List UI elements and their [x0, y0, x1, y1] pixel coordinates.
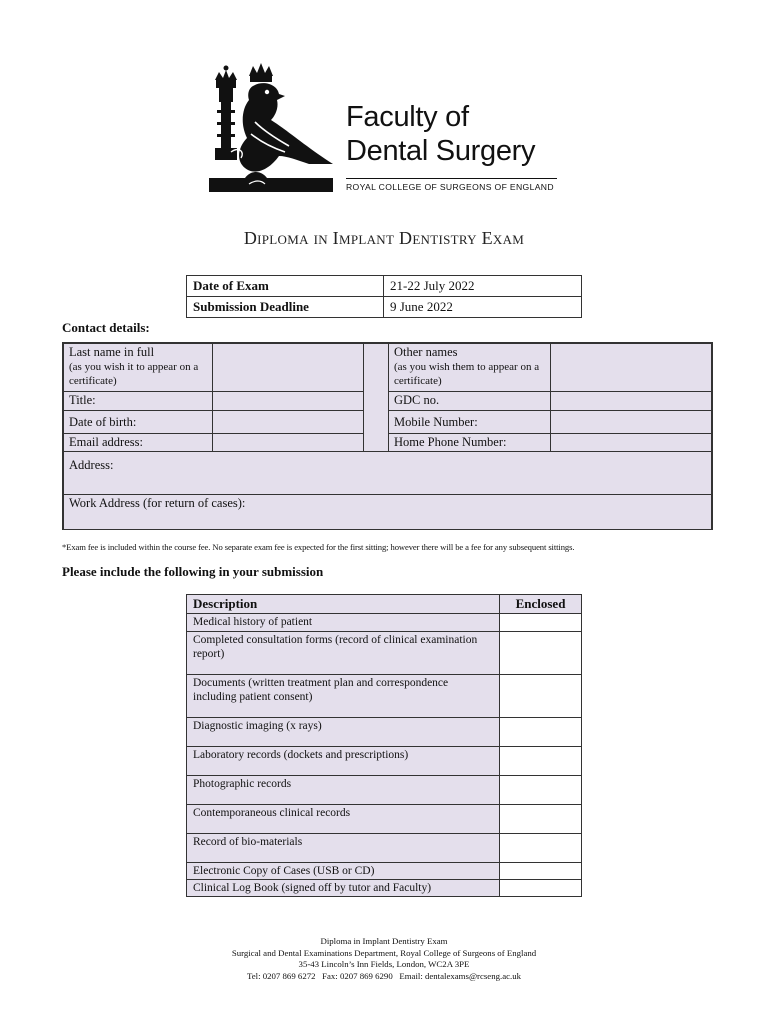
home-phone-field[interactable]: [550, 433, 712, 452]
address-label: Address:: [69, 458, 114, 472]
page-footer: [0, 936, 768, 982]
table-row: [187, 632, 582, 675]
enclosed-checkbox[interactable]: [500, 632, 582, 675]
logo-divider: [346, 178, 557, 179]
footer-line-4: Tel: 0207 869 6272 Fax: 0207 869 6290 Email: dentalexams@rcseng.ac.uk: [246, 970, 522, 981]
submission-deadline-label: Submission Deadline: [187, 297, 384, 318]
logo-line-1: Faculty of: [346, 101, 469, 133]
item-description: Medical history of patient: [187, 614, 500, 632]
other-names-label-cell: [388, 343, 551, 392]
dob-field[interactable]: [212, 410, 364, 434]
mobile-label: Mobile Number:: [388, 410, 551, 434]
faculty-crest-icon: [205, 60, 337, 194]
last-name-label: Last name in full: [69, 345, 155, 359]
enclosed-checkbox[interactable]: [500, 747, 582, 776]
page-title: Diploma in Implant Dentistry Exam: [243, 228, 525, 248]
date-of-exam-value: 21-22 July 2022: [384, 276, 582, 297]
table-row: [187, 834, 582, 863]
date-of-exam-label: Date of Exam: [187, 276, 384, 297]
enclosed-checkbox[interactable]: [500, 614, 582, 632]
enclosed-header: Enclosed: [500, 595, 582, 614]
table-row: [187, 880, 582, 897]
contact-form: [62, 342, 713, 530]
dob-label: Date of birth:: [63, 410, 213, 434]
other-names-field[interactable]: [550, 343, 712, 392]
address-field[interactable]: [63, 451, 712, 495]
submission-checklist-table: [186, 594, 582, 897]
table-row: [187, 805, 582, 834]
enclosed-checkbox[interactable]: [500, 834, 582, 863]
item-description: Photographic records: [187, 776, 500, 805]
mobile-field[interactable]: [550, 410, 712, 434]
work-address-field[interactable]: [63, 494, 712, 529]
exam-fee-footnote: *Exam fee is included within the course fee. No separate exam fee is expected for the first sitting; however there will be a fee for any subsequent sittings.: [62, 542, 575, 552]
item-description: Documents (written treatment plan and correspondence including patient consent): [187, 675, 500, 718]
description-header: Description: [187, 595, 500, 614]
contact-heading: Contact details:: [62, 320, 150, 335]
table-header-row: [187, 595, 582, 614]
title-field[interactable]: [212, 391, 364, 411]
footer-line-3: 35-43 Lincoln’s Inn Fields, London, WC2A 3PE: [298, 959, 470, 969]
table-row: [187, 276, 582, 297]
last-name-label-cell: [63, 343, 213, 392]
last-name-note: (as you wish it to appear on a certificate): [69, 361, 199, 387]
enclosed-checkbox[interactable]: [500, 718, 582, 747]
enclosed-checkbox[interactable]: [500, 805, 582, 834]
gdc-field[interactable]: [550, 391, 712, 411]
footer-line-2: Surgical and Dental Examinations Department, Royal College of Surgeons of England: [231, 947, 537, 958]
email-label: Email address:: [63, 433, 213, 452]
other-names-label: Other names: [394, 345, 458, 359]
table-row: [187, 718, 582, 747]
item-description: Completed consultation forms (record of clinical examination report): [187, 632, 500, 675]
work-address-label: Work Address (for return of cases):: [69, 496, 246, 510]
item-description: Clinical Log Book (signed off by tutor and Faculty): [187, 880, 500, 897]
item-description: Record of bio-materials: [187, 834, 500, 863]
item-description: Contemporaneous clinical records: [187, 805, 500, 834]
enclosed-checkbox[interactable]: [500, 863, 582, 880]
item-description: Laboratory records (dockets and prescriptions): [187, 747, 500, 776]
table-row: [187, 863, 582, 880]
table-row: [187, 675, 582, 718]
table-row: [187, 747, 582, 776]
last-name-field[interactable]: [212, 343, 364, 392]
title-label: Title:: [63, 391, 213, 411]
exam-dates-table: [186, 275, 582, 318]
email-field[interactable]: [212, 433, 364, 452]
home-phone-label: Home Phone Number:: [388, 433, 551, 452]
gdc-label: GDC no.: [388, 391, 551, 411]
table-row: [187, 614, 582, 632]
column-spacer: [363, 343, 389, 452]
table-row: [187, 297, 582, 318]
enclosed-checkbox[interactable]: [500, 880, 582, 897]
logo-subtitle: ROYAL COLLEGE OF SURGEONS OF ENGLAND: [346, 182, 554, 192]
footer-line-1: Diploma in Implant Dentistry Exam: [320, 936, 448, 946]
enclosed-checkbox[interactable]: [500, 776, 582, 805]
submission-deadline-value: 9 June 2022: [384, 297, 582, 318]
submission-heading: Please include the following in your submission: [62, 564, 324, 579]
enclosed-checkbox[interactable]: [500, 675, 582, 718]
item-description: Diagnostic imaging (x rays): [187, 718, 500, 747]
other-names-note: (as you wish them to appear on a certificate): [394, 361, 540, 387]
item-description: Electronic Copy of Cases (USB or CD): [187, 863, 500, 880]
logo-line-2: Dental Surgery: [346, 135, 536, 167]
table-row: [187, 776, 582, 805]
